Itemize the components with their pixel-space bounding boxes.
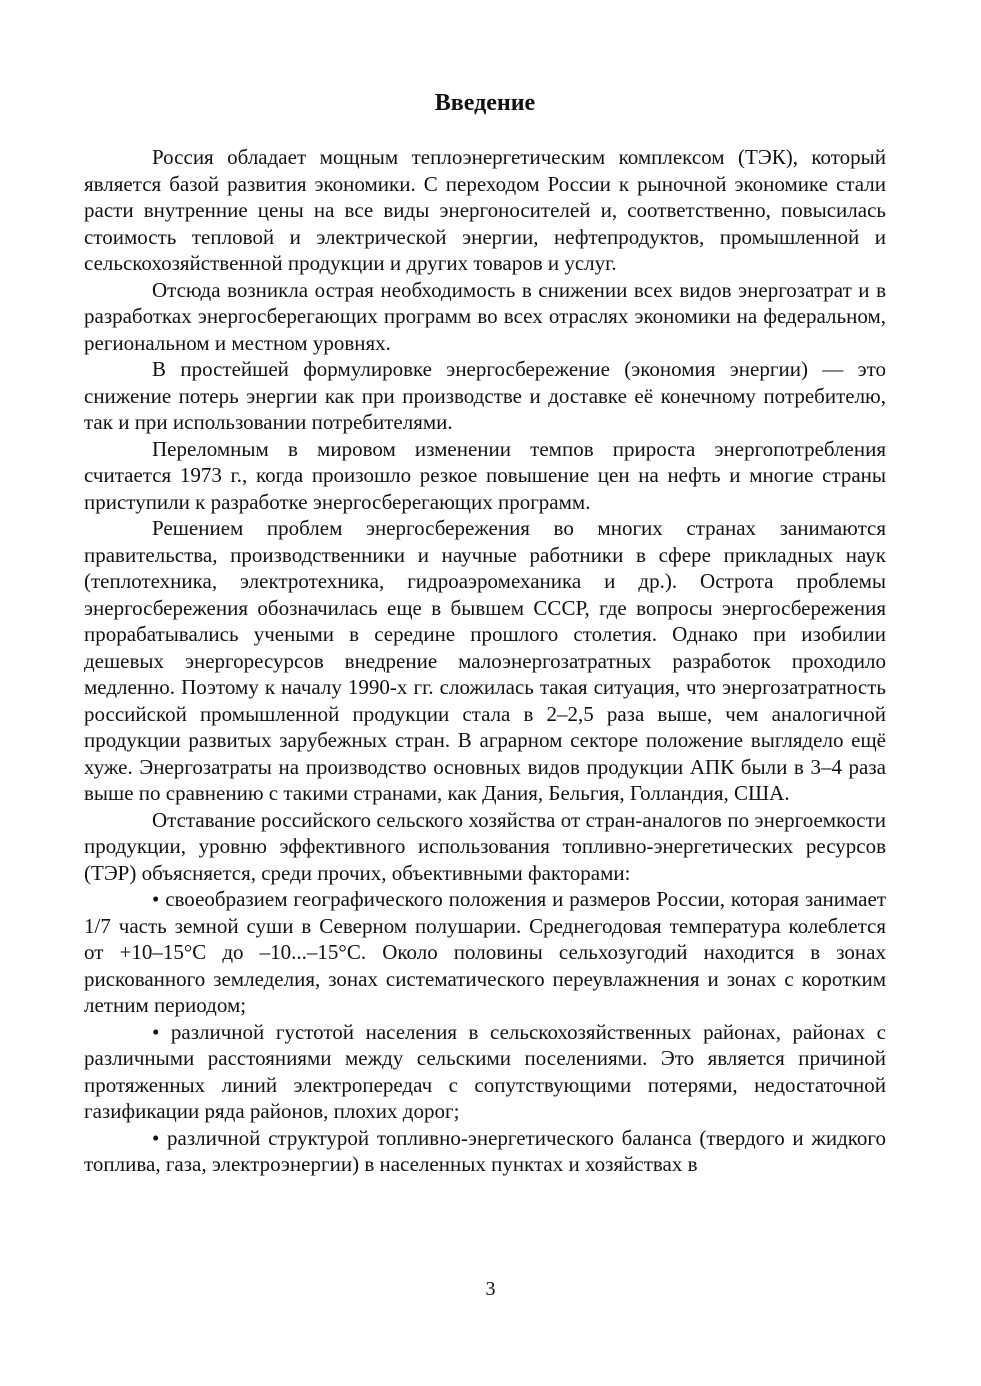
bullet-item-1: • своеобразием географического положения и размеров России, которая занимает 1/7 часть земной суши в Северном полушарии. Среднегодовая температура колеблется от +10–15°С до –10...–15°С. Около половины сельхозугодий находится в зонах рискованного земледелия, зонах систематического переувлажнения и зонах с коротким летним периодом;: [84, 887, 886, 1017]
bullet-item-2: • различной густотой населения в сельскохозяйственных районах, районах с различными расстояниями между сельскими поселениями. Это является причиной протяженных линий электропередач с сопутствующими потерями, недостаточной газификации ряда районов, плохих дорог;: [84, 1019, 886, 1123]
paragraph-6: Отставание российского сельского хозяйства от стран-аналогов по энергоемкости продукции, уровню эффективного использования топливно-энергетических ресурсов (ТЭР) объясняется, среди прочих, объективными факторами:: [84, 807, 886, 885]
paragraph-2: Отсюда возникла острая необходимость в снижении всех видов энергозатрат и в разработках энергосберегающих программ во всех отраслях экономики на федеральном, региональном и местном уровнях.: [84, 277, 886, 355]
paragraph-3: В простейшей формулировке энергосбережение (экономия энергии) — это снижение потерь энергии как при производстве и доставке её конечному потребителю, так и при использовании потребителями.: [84, 357, 886, 434]
paragraph-1: Россия обладает мощным теплоэнергетическим комплексом (ТЭК), который является базой развития экономики. С переходом России к рыночной экономике стали расти внутренние цены на все виды энергоносителей и, соответственно, повысилась стоимость тепловой и электрической энергии, нефтепродуктов, промышленной и сельскохозяйственной продукции и других товаров и услуг.: [84, 145, 886, 275]
section-title: Введение: [434, 90, 536, 116]
document-page: [84, 88, 886, 1178]
paragraph-5: Решением проблем энергосбережения во многих странах занимаются правительства, производственники и научные работники в сфере прикладных наук (теплотехника, электротехника, гидроаэромеханика и др.). Острота проблемы энергосбережения обозначилась еще в бывшем СССР, где вопросы энергосбережения прорабатывались учеными в середине прошлого столетия. Однако при изобилии дешевых энергоресурсов внедрение малоэнергозатратных разработок проходило медленно. Поэтому к началу 1990-х гг. сложилась такая ситуация, что энергозатратность российской промышленной продукции стала в 2–2,5 раза выше, чем аналогичной продукции развитых зарубежных стран. В аграрном секторе положение выглядело ещё хуже. Энергозатраты на производство основных видов продукции АПК были в 3–4 раза выше по сравнению с такими странами, как Дания, Бельгия, Голландия, США.: [84, 516, 886, 805]
bullet-item-3: • различной структурой топливно-энергетического баланса (твердого и жидкого топлива, газа, электроэнергии) в населенных пунктах и хозяйствах в: [84, 1125, 886, 1176]
page-number: 3: [485, 1278, 496, 1300]
paragraph-4: Переломным в мировом изменении темпов прироста энергопотребления считается 1973 г., когда произошло резкое повышение цен на нефть и многие страны приступили к разработке энергосберегающих программ.: [84, 436, 886, 514]
